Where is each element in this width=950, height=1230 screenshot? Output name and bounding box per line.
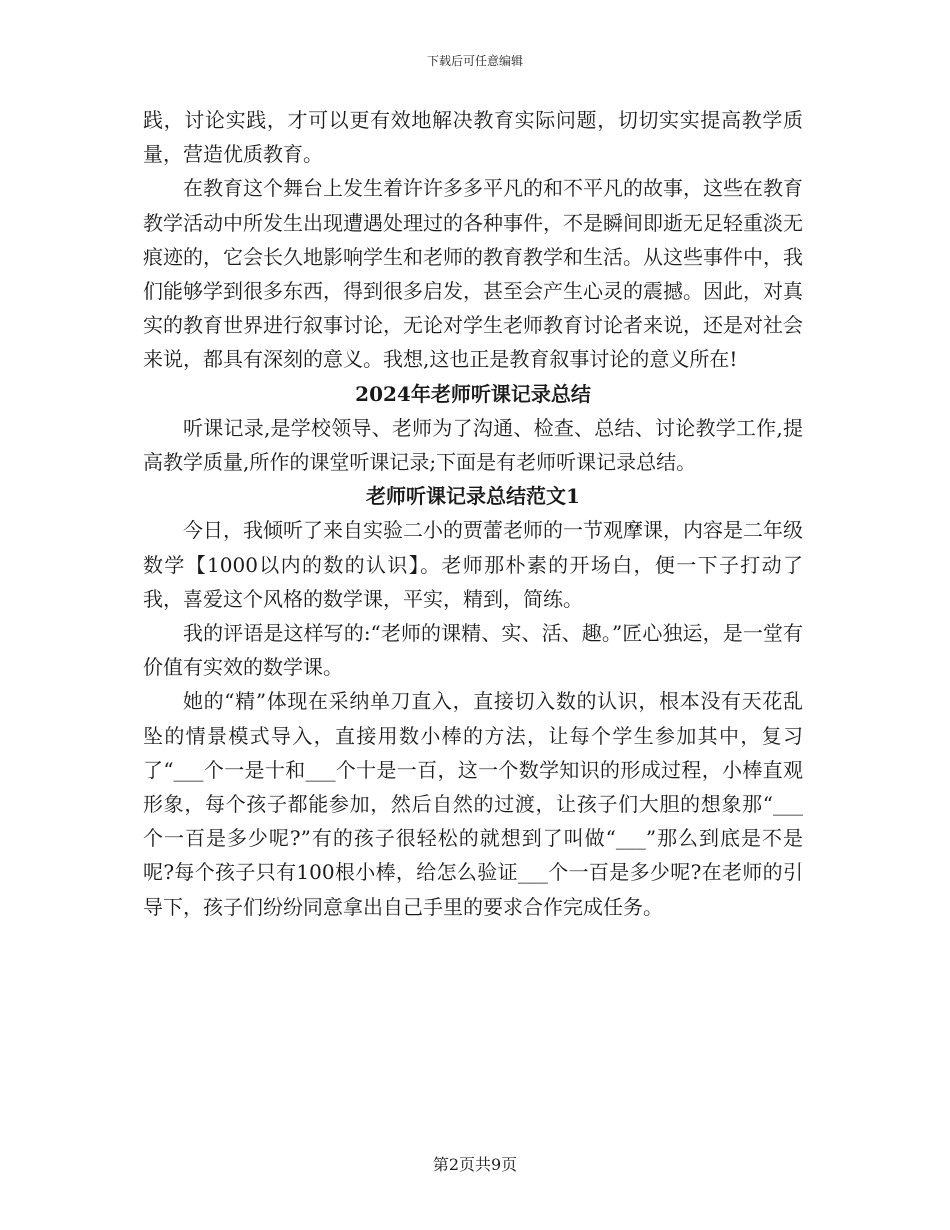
section-title: 2024年老师听课记录总结 bbox=[355, 381, 591, 406]
paragraph-comment: 我的评语是这样写的:“老师的课精、实、活、趣。”匠心独运，是一堂有价值有实效的数学课。 bbox=[143, 621, 803, 680]
paragraph-continuation: 践，讨论实践，才可以更有效地解决教育实际问题，切切实实提高教学质量，营造优质教育。 bbox=[143, 108, 803, 167]
paragraph-education-stories: 在教育这个舞台上发生着许许多多平凡的和不平凡的故事，这些在教育教学活动中所发生出现遭遇处理过的各种事件，不是瞬间即逝无足轻重淡无痕迹的，它会长久地影响学生和老师的教育教学和生活。从这些事件中，我们能够学到很多东西，得到很多启发，甚至会产生心灵的震撼。因此，对真实的教育世界进行叙事讨论，无论对学生老师教育讨论者来说，还是对社会来说，都具有深刻的意义。我想,这也正是教育叙事讨论的意义所在! bbox=[143, 176, 803, 372]
document-body bbox=[143, 103, 803, 924]
page-footer: 第2页共9页 bbox=[432, 1155, 518, 1174]
paragraph-lesson-detail: 她的“精”体现在采纳单刀直入，直接切入数的认识，根本没有天花乱坠的情景模式导入，直接用数小棒的方法，让每个学生参加其中，复习了“___个一是十和___个十是一百，这一个数学知识的形成过程，小棒直观形象，每个孩子都能参加，然后自然的过渡，让孩子们大胆的想象那“___个一百是多少呢?”有的孩子很轻松的就想到了叫做“___”那么到底是不是呢?每个孩子只有100根小棒，给怎么验证___个一百是多少呢?在老师的引导下，孩子们纷纷同意拿出自己手里的要求合作完成任务。 bbox=[143, 689, 803, 919]
paragraph-lesson-observation: 今日，我倾听了来自实验二小的贾蕾老师的一节观摩课，内容是二年级数学【1000以内的数的认识】。老师那朴素的开场白，便一下子打动了我，喜爱这个风格的数学课，平实，精到，简练。 bbox=[143, 518, 803, 611]
subsection-title: 老师听课记录总结范文1 bbox=[366, 484, 580, 509]
paragraph-intro: 听课记录,是学校领导、老师为了沟通、检查、总结、讨论教学工作,提高教学质量,所作的课堂听课记录;下面是有老师听课记录总结。 bbox=[143, 415, 803, 475]
page-header: 下载后可任意编辑 bbox=[426, 54, 523, 68]
